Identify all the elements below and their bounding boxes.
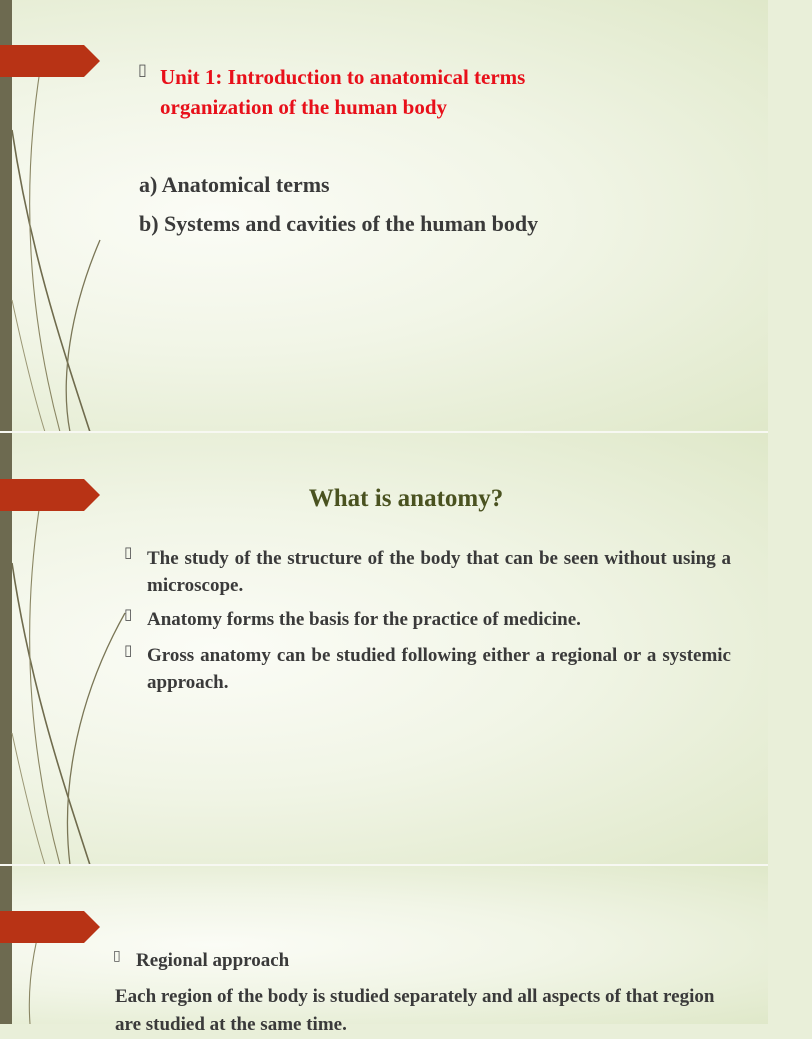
unit-title: Unit 1: Introduction to anatomical terms organization of the human body — [160, 65, 526, 119]
decorative-swoosh — [0, 866, 60, 1024]
slide-arrow-marker — [0, 911, 100, 943]
slide-1 — [0, 0, 768, 432]
section-heading: Regional approach — [136, 950, 290, 971]
bullet-icon: ▯ — [124, 543, 133, 561]
slide-3 — [0, 866, 768, 1035]
bullet-icon: ▯ — [138, 60, 147, 79]
slide-title: What is anatomy? — [308, 485, 504, 512]
body-text: Each region of the body is studied separately and all aspects of that region are studied at the same time. — [115, 986, 715, 1035]
bullet-text: Anatomy forms the basis for the practice of medicine. — [147, 609, 581, 630]
bullet-icon: ▯ — [113, 948, 121, 964]
bullet-text: The study of the structure of the body that can be seen without using a microscope. — [147, 548, 731, 596]
bullet-icon: ▯ — [124, 641, 133, 659]
slide-2 — [0, 433, 768, 865]
bullet-icon: ▯ — [124, 605, 133, 623]
bullet-text: Gross anatomy can be studied following either a regional or a systemic approach. — [147, 645, 731, 693]
slide-arrow-marker — [0, 45, 100, 77]
item-a: a) Anatomical terms — [139, 172, 330, 197]
item-b: b) Systems and cavities of the human body — [139, 211, 539, 236]
